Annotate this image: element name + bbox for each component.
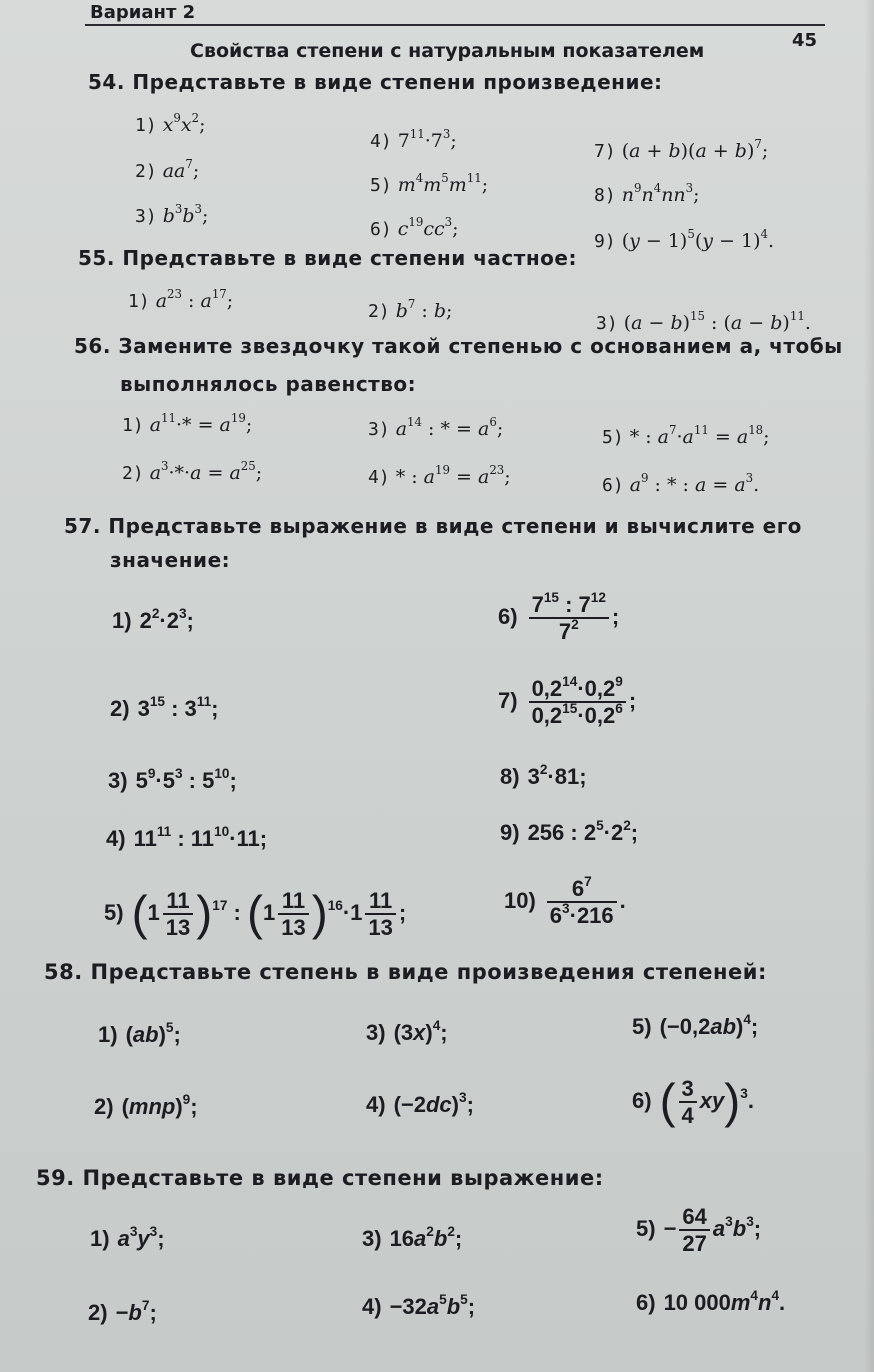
task-57-title-line1: 57. Представьте выражение в виде степени и вычислите его bbox=[64, 514, 802, 538]
task-58-item-5: 5) $(-0,2ab)^4$; bbox=[632, 1011, 759, 1039]
task-58-title: 58. Представьте степень в виде произведения степеней: bbox=[44, 960, 767, 984]
task-54-item-5: 5) $m^4m^5m^{11}$; bbox=[370, 171, 489, 196]
task-55-item-1: 1) $a^{23}$ : $a^{17}$; bbox=[128, 287, 234, 312]
page-number: 45 bbox=[792, 30, 818, 51]
task-54-item-6: 6) $c^{19}cc^3$; bbox=[370, 215, 459, 240]
task-59-item-6: 6) 10 $000m^4n^4$. bbox=[636, 1287, 786, 1315]
task-55-title: 55. Представьте в виде степени частное: bbox=[78, 246, 577, 270]
header-rule bbox=[85, 24, 825, 26]
task-58-item-3: 3) $(3x)^4$; bbox=[366, 1017, 448, 1045]
section-title: Свойства степени с натуральным показателем bbox=[190, 40, 705, 62]
task-54-item-4: 4) $7^{11}\cdot 7^3$; bbox=[370, 127, 457, 152]
task-56-item-2: 2) $a^3\cdot*\cdot a = a^{25}$; bbox=[122, 459, 263, 484]
page-edge-shadow bbox=[864, 0, 874, 1372]
task-54-item-9: 9) $(y - 1)^5(y - 1)^4$. bbox=[594, 227, 775, 252]
variant-heading: Вариант 2 bbox=[90, 2, 196, 23]
task-54-item-8: 8) $n^9n^4nn^3$; bbox=[594, 181, 700, 206]
task-54-title: 54. Представьте в виде степени произведение: bbox=[88, 70, 663, 94]
task-56-item-4: 4) * : $a^{19} = a^{23}$; bbox=[368, 463, 511, 488]
task-58-item-6: 6) ( $\frac{3}{4}$ xy)$^3$. bbox=[632, 1075, 754, 1129]
task-56-item-6: 6) $a^9$ : * : $a = a^3$. bbox=[602, 471, 760, 496]
task-57-item-10: 10) $\frac{6^7}{6^3\cdot 216}$ . bbox=[504, 873, 626, 929]
task-57-item-1: 1) $2^2\cdot 2^3$; bbox=[112, 605, 194, 633]
task-54-item-2: 2) $aa^7$; bbox=[135, 157, 200, 182]
task-56-item-5: 5) * : $a^7\cdot a^{11} = a^{18}$; bbox=[602, 423, 770, 448]
task-54-item-3: 3) $b^3b^3$; bbox=[135, 202, 209, 227]
task-55-item-2: 2) $b^7$ : b; bbox=[368, 297, 453, 322]
task-57-item-2: 2) $3^{15}$ : $3^{11}$; bbox=[110, 693, 219, 721]
task-59-item-3: 3) $16a^2b^2$; bbox=[362, 1223, 463, 1251]
task-57-item-9: 9) 256 : $2^5\cdot 2^2$; bbox=[500, 817, 639, 845]
task-56-title-line1: 56. Замените звездочку такой степенью с основанием a, чтобы bbox=[74, 334, 843, 358]
task-58-item-1: 1) (ab)$^5$; bbox=[98, 1019, 181, 1047]
task-59-title: 59. Представьте в виде степени выражение: bbox=[36, 1166, 604, 1190]
task-57-item-5: 5) (1 $\frac{11}{13}$ )$^{17}$ : (1 $\frac{11}{13}$ )$^{16}$·1 $\frac{11}{13}$ ; bbox=[104, 887, 407, 941]
task-57-title-line2: значение: bbox=[110, 548, 231, 572]
task-58-item-4: 4) $(-2dc)^3$; bbox=[366, 1089, 474, 1117]
task-55-item-3: 3) $(a - b)^{15}$ : $(a - b)^{11}$. bbox=[596, 309, 811, 334]
task-57-item-6: 6) $\frac{7^{15} : 7^{12}}{7^2}$ ; bbox=[498, 589, 620, 645]
task-59-item-2: $2) -b^7$; bbox=[88, 1297, 157, 1325]
task-57-item-8: 8) $3^2\cdot 81$; bbox=[500, 761, 587, 789]
task-57-item-3: 3) $5^9\cdot 5^3$ : $5^{10}$; bbox=[108, 765, 237, 793]
task-54-item-7: 7) $(a + b)(a + b)^7$; bbox=[594, 137, 769, 162]
task-56-item-1: 1) $a^{11}\cdot* = a^{19}$; bbox=[122, 411, 253, 436]
task-59-item-5: 5) − $\frac{64}{27}$ $a^3b^3$; bbox=[636, 1204, 762, 1257]
task-59-item-4: $4) -32a^5b^5$; bbox=[362, 1291, 476, 1319]
task-58-item-2: 2) (mnp)$^9$; bbox=[94, 1091, 198, 1119]
task-59-item-1: 1) $a^3y^3$; bbox=[90, 1223, 165, 1251]
task-56-title-line2: выполнялось равенство: bbox=[120, 372, 417, 396]
task-54-item-1: 1) $x^9x^2$; bbox=[135, 111, 206, 136]
task-56-item-3: 3) $a^{14}$ : * = $a^6$; bbox=[368, 415, 504, 440]
task-57-item-7: 7) $\frac{0,2^{14}\cdot 0,2^9}{0,2^{15}\cdot 0,2^6}$ ; bbox=[498, 673, 637, 729]
task-57-item-4: 4) $11^{11}$ : $11^{10}\cdot 11$; bbox=[106, 823, 268, 851]
